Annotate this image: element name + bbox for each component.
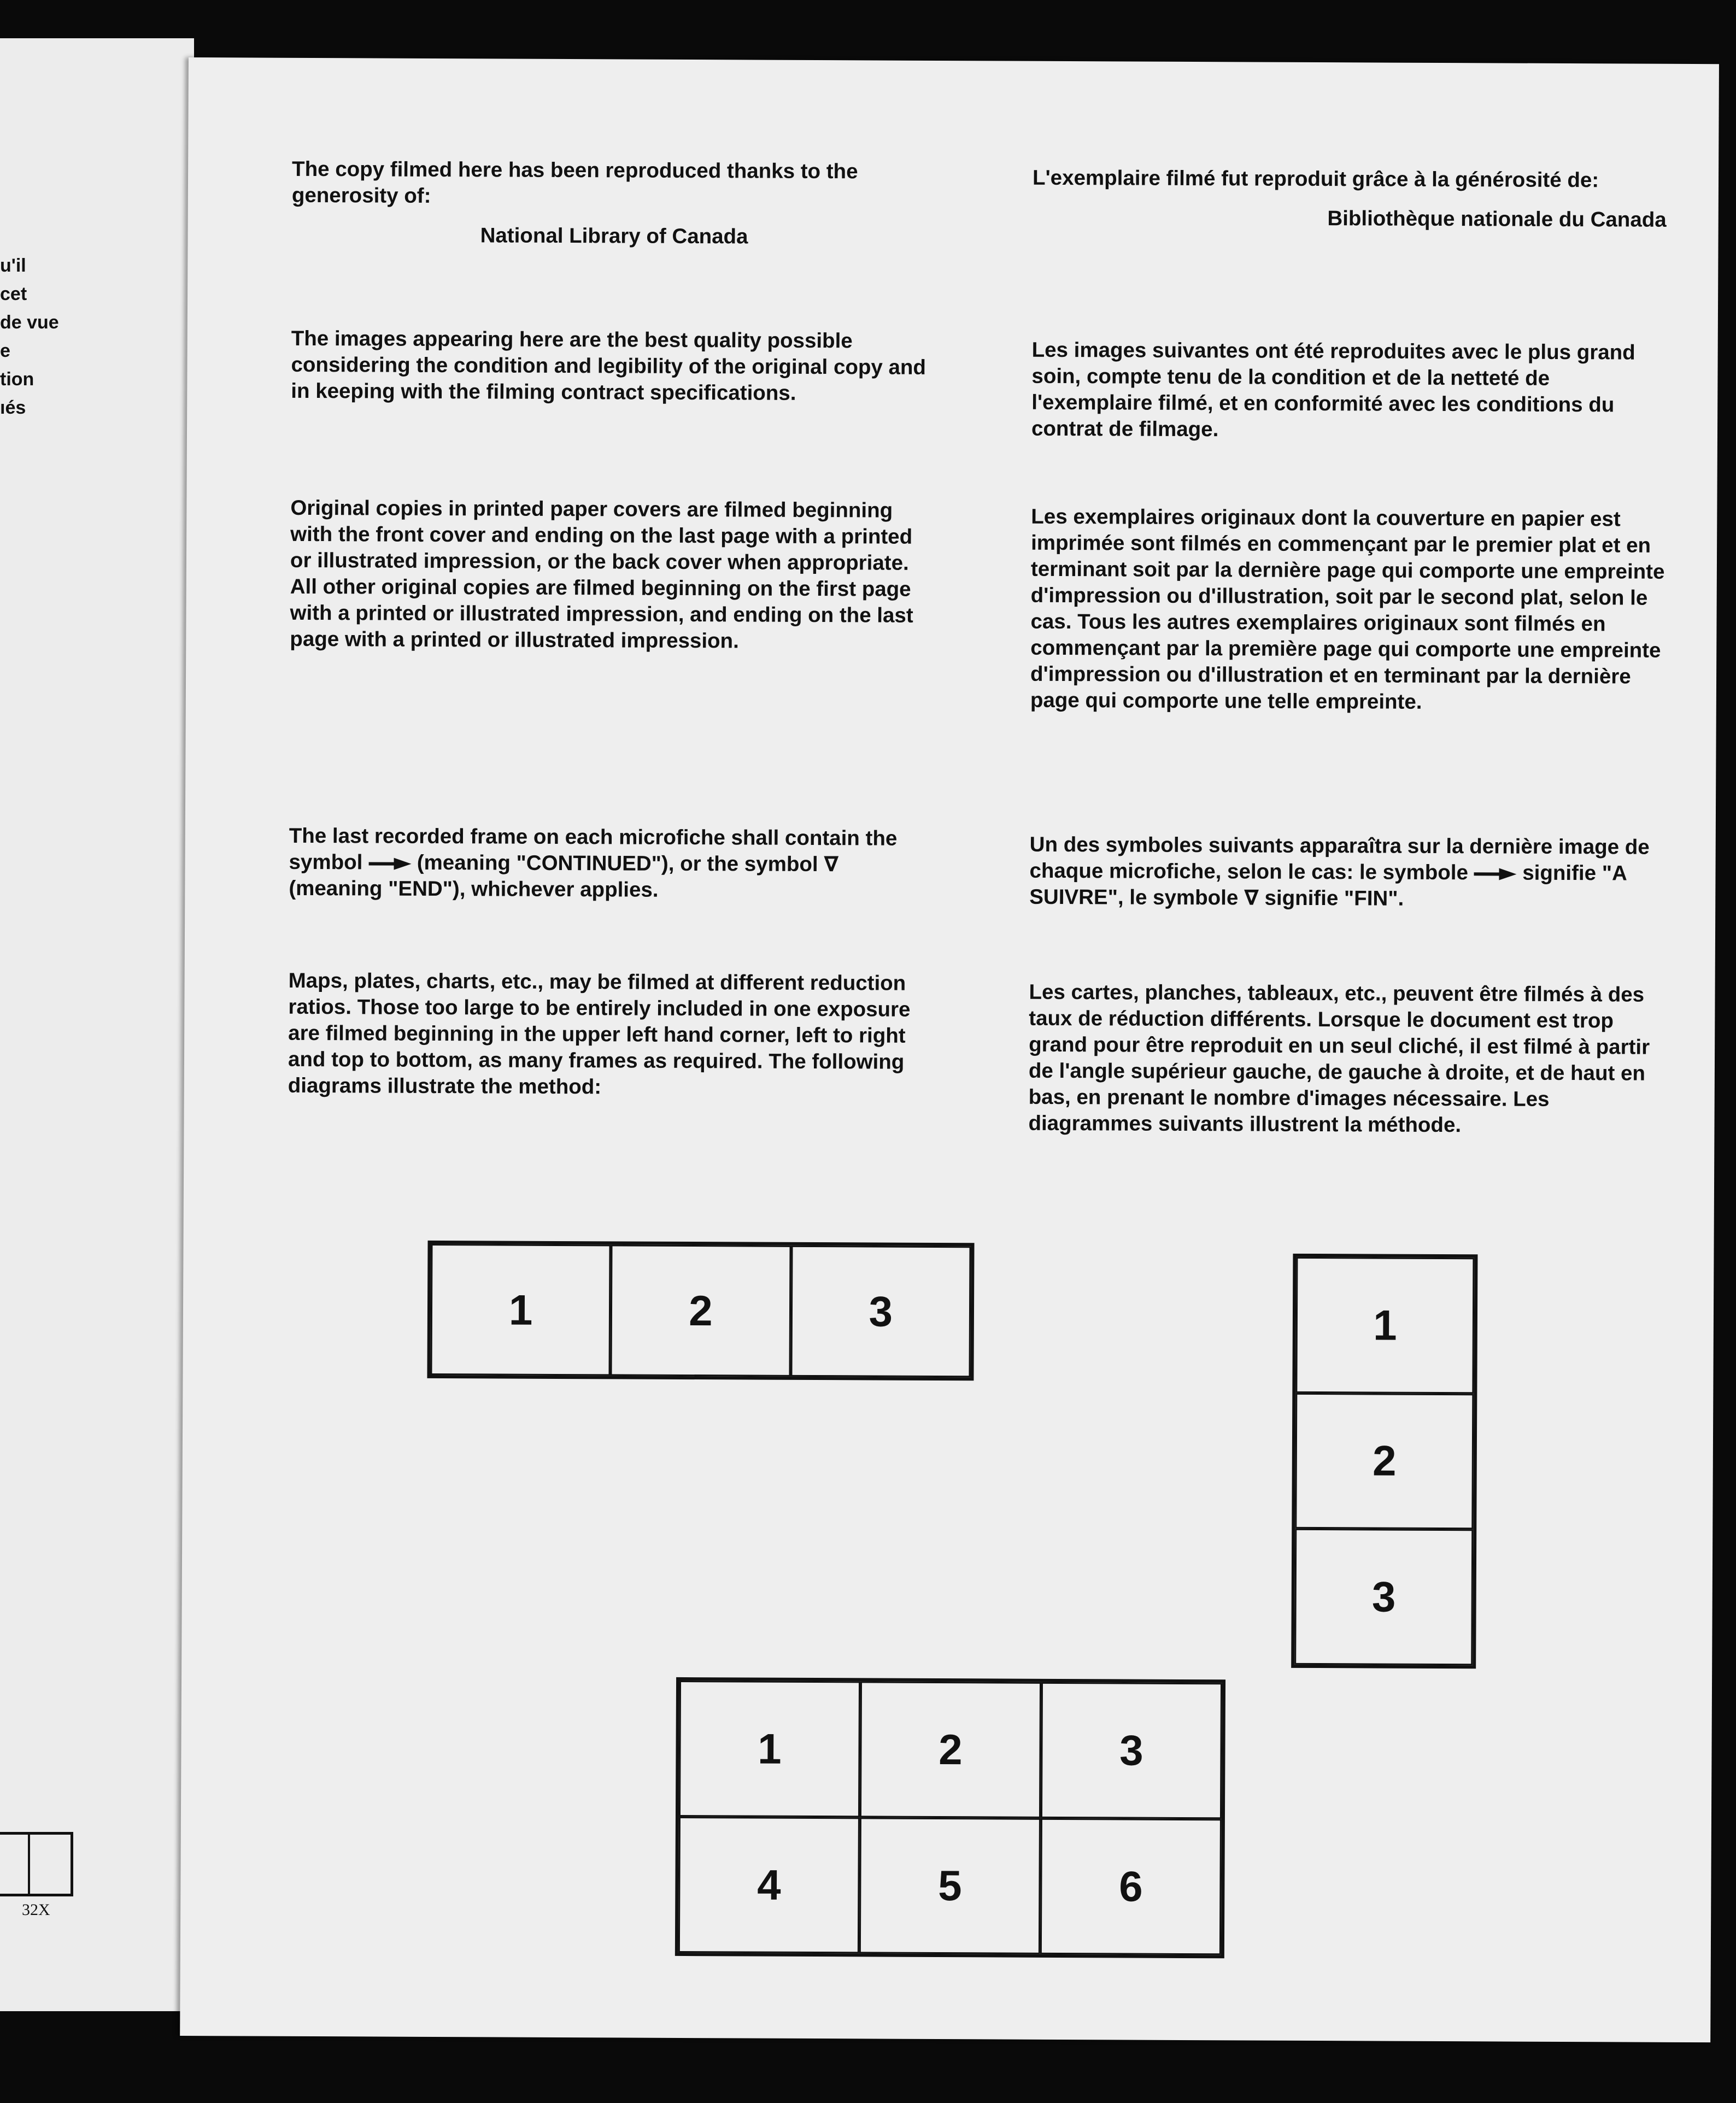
fr-quality: Les images suivantes ont été reproduites avec le plus grand soin, compte tenu de la condition et de la netteté de l'exemplaire filmé, et en conformité avec les conditions du contrat de filmage. (1031, 338, 1635, 442)
left-page-fragment (0, 38, 194, 2011)
en-frame-text-a: The last recorded frame on each microfiche shall contain the symbol (289, 824, 898, 874)
fr-maps: Les cartes, planches, tableaux, etc., peuvent être filmés à des taux de réduction différents. Lorsque le document est trop grand pour être reproduit en un seul cliché, il est filmé à partir de l'angle supérieur gauche, de gauche à droite, et de haut en bas, en prenant le nombre d'images nécessaire. Les diagrammes suivants illustrent la méthode. (1028, 980, 1650, 1137)
diagram-cell: 1 (430, 1244, 611, 1376)
left-text-fragment: de vue (0, 312, 59, 333)
left-text-fragment: ıés (0, 397, 26, 418)
diagram-cell: 6 (1040, 1818, 1222, 1955)
fr-institution: Bibliothèque nationale du Canada (1327, 207, 1667, 232)
diagram-cell: 3 (1041, 1682, 1222, 1819)
en-maps: Maps, plates, charts, etc., may be filmed at different reduction ratios. Those too large to be entirely included in one exposure are filmed beginning in the upper left hand corner, left to right and top to bottom, as many frames as required. The following diagrams illustrate the method: (288, 968, 911, 1099)
diagram-cell: 4 (678, 1817, 860, 1953)
diagram-column (1291, 1254, 1477, 1669)
diagram-cell: 3 (790, 1246, 971, 1377)
main-page (180, 57, 1719, 2042)
fr-frame-text-a: Un des symboles suivants apparaîtra sur la dernière image de chaque microfiche, selon le cas: le symbole (1029, 832, 1650, 885)
fr-frame-note (1029, 832, 1664, 913)
left-text-fragment: cet (0, 284, 27, 304)
diagram-cell: 5 (859, 1817, 1041, 1954)
fr-thanks: L'exemplaire filmé fut reproduit grâce à la générosité de: (1032, 166, 1599, 192)
diagram-cell: 2 (1295, 1393, 1474, 1530)
continued-arrow-icon (1474, 867, 1517, 881)
en-thanks: The copy filmed here has been reproduced thanks to the generosity of: (291, 157, 858, 208)
left-text-fragment: e (0, 340, 10, 361)
fr-frame-text-b: signifie "A SUIVRE", le symbole ∇ signifie "FIN". (1029, 861, 1627, 910)
diagram-row (427, 1241, 974, 1381)
fr-originals: Les exemplaires originaux dont la couverture en papier est imprimée sont filmés en commençant par le premier plat et en terminant soit par la dernière page qui comporte une empreinte d'impression ou d'illustration, soit par le second plat, selon le cas. Tous les autres exemplaires originaux sont filmés en commençant par la première page qui comporte une empreinte d'impression ou d'illustration et en terminant par la dernière page qui comporte une telle empreinte. (1030, 504, 1665, 714)
en-frame-note (289, 823, 934, 904)
en-thanks-block (291, 156, 937, 251)
en-quality: The images appearing here are the best quality possible considering the condition and legibility of the original copy and in keeping with the filming contract specifications. (291, 326, 926, 405)
diagram-cell: 1 (679, 1681, 860, 1817)
en-originals: Original copies in printed paper covers are filmed beginning with the front cover and ending on the last page with a printed or illustrated impression, or the back cover when appropriate. All other original copies are filmed beginning on the first page with a printed or illustrated impression, and ending on the last page with a printed or illustrated impression. (290, 496, 913, 653)
diagram-cell: 1 (1295, 1257, 1474, 1394)
left-mini-label: 32X (22, 1901, 50, 1919)
diagram-cell: 2 (611, 1244, 791, 1376)
diagram-cell: 3 (1294, 1529, 1473, 1665)
continued-arrow-icon (368, 856, 411, 871)
left-mini-diagram (0, 1832, 73, 1896)
en-frame-text-b: (meaning "CONTINUED"), or the symbol ∇ (meaning "END"), whichever applies. (289, 850, 839, 902)
fr-thanks-block (1033, 165, 1667, 233)
en-institution: National Library of Canada (480, 224, 748, 249)
diagram-grid (675, 1677, 1225, 1958)
left-text-fragment: u'il (0, 255, 26, 276)
left-text-fragment: tion (0, 369, 34, 390)
diagram-cell: 2 (860, 1681, 1041, 1818)
